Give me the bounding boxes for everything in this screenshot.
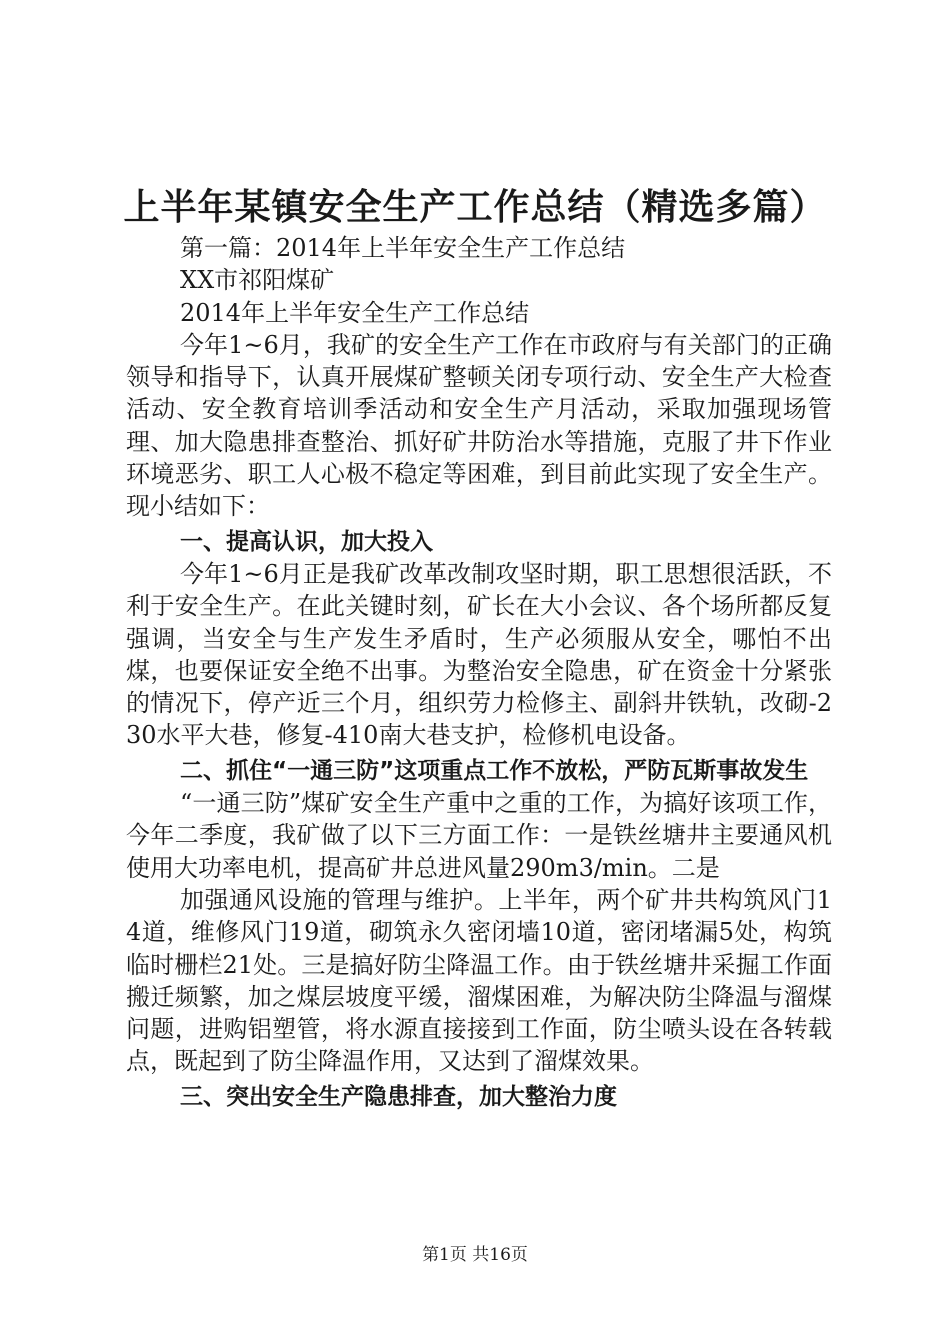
section-heading-1: 一、提高认识，加大投入	[180, 528, 433, 555]
part-heading: 第一篇：2014年上半年安全生产工作总结	[180, 234, 626, 262]
document-title: 上半年某镇安全生产工作总结（精选多篇）	[123, 186, 827, 228]
intro-paragraph: 今年1~6月，我矿的安全生产工作在市政府与有关部门的正确领导和指导下，认真开展煤矿整顿关闭专项行动、安全生产大检查活动、安全教育培训季活动和安全生产月活动，采取加强现场管理、加大隐患排查整治、抓好矿井防治水等措施，克服了井下作业环境恶劣、职工人心极不稳定等困难，到目前此实现了安全生产。现小结如下：	[126, 330, 832, 521]
section-1-paragraph: 今年1~6月正是我矿改革改制攻坚时期，职工思想很活跃，不利于安全生产。在此关键时刻，矿长在大小会议、各个场所都反复强调，当安全与生产发生矛盾时，生产必须服从安全，哪怕不出煤，也要保证安全绝不出事。为整治安全隐患，矿在资金十分紧张的情况下，停产近三个月，组织劳力检修主、副斜井铁轨，改砌-230水平大巷，修复-410南大巷支护，检修机电设备。	[126, 559, 832, 750]
section-2-paragraph: “一通三防”煤矿安全生产重中之重的工作，为搞好该项工作，今年二季度，我矿做了以下三方面工作：一是铁丝塘井主要通风机使用大功率电机，提高矿井总进风量290m3/min。二是	[126, 789, 832, 882]
organization-name: XX市祁阳煤矿	[180, 266, 335, 295]
report-title: 2014年上半年安全生产工作总结	[180, 298, 530, 327]
document-body	[126, 232, 832, 1113]
section-heading-3: 三、突出安全生产隐患排查，加大整治力度	[180, 1083, 617, 1110]
section-heading-2: 二、抓住“一通三防”这项重点工作不放松，严防瓦斯事故发生	[180, 757, 809, 784]
section-2-paragraph-continued: 加强通风设施的管理与维护。上半年，两个矿井共构筑风门14道，维修风门19道，砌筑永久密闭墙10道，密闭堵漏5处，构筑临时栅栏21处。三是搞好防尘降温工作。由于铁丝塘井采掘工作面搬迁频繁，加之煤层坡度平缓，溜煤困难，为解决防尘降温与溜煤问题，进购铝塑管，将水源直接接到工作面，防尘喷头设在各转载点，既起到了防尘降温作用，又达到了溜煤效果。	[126, 885, 832, 1076]
page-footer: 第1页 共16页	[422, 1245, 528, 1265]
